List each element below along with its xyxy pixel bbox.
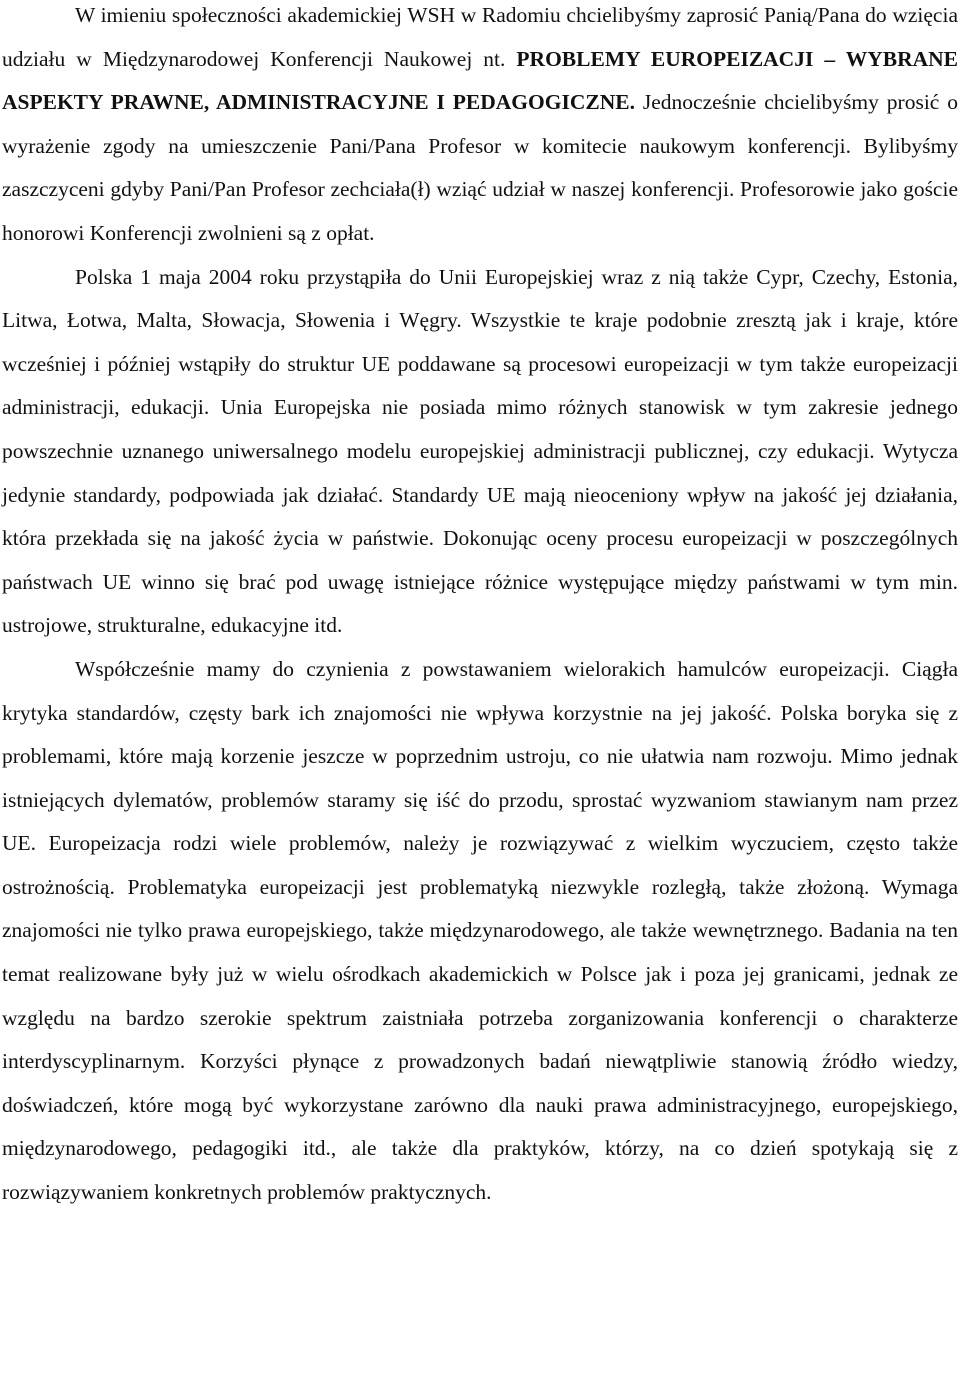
invitation-intro-text: W imieniu społeczności akademickiej WSH w Radomiu chcielibyśmy zaprosić Panią/Pana do wzięcia udziału w Międzynarodowej Konferencji Naukowej nt. [2, 3, 958, 71]
paragraph-poland-eu-accession: Polska 1 maja 2004 roku przystąpiła do Unii Europejskiej wraz z nią także Cypr, Czechy, Estonia, Litwa, Łotwa, Malta, Słowacja, Słowenia i Węgry. Wszystkie te kraje podobnie zresztą jak i kraje, które wcześniej i później wstąpiły do struktur UE poddawane są procesowi europeizacji w tym także europeizacji administracji, edukacji. Unia Europejska nie posiada mimo różnych stanowisk w tym zakresie jednego powszechnie uznanego uniwersalnego modelu europejskiej administracji publicznej, czy edukacji. Wytycza jedynie standardy, podpowiada jak działać. Standardy UE mają nieoceniony wpływ na jakość jej działania, która przekłada się na jakość życia w państwie. Dokonując oceny procesu europeizacji w poszczególnych państwach UE winno się brać pod uwagę istniejące różnice występujące między państwami w tym min. ustrojowe, strukturalne, edukacyjne itd. [2, 264, 958, 638]
paragraph-europeization-obstacles: Współcześnie mamy do czynienia z powstawaniem wielorakich hamulców europeizacji. Ciągła krytyka standardów, częsty bark ich znajomości nie wpływa korzystnie na jej jakość. Polska boryka się z problemami, które mają korzenie jeszcze w poprzednim ustroju, co nie ułatwia nam rozwoju. Mimo jednak istniejących dylematów, problemów staramy się iść do przodu, sprostać wyzwaniom stawianym nam przez UE. Europeizacja rodzi wiele problemów, należy je rozwiązywać z wielkim wyczuciem, często także ostrożnością. Problematyka europeizacji jest problematyką niezwykle rozległą, także złożoną. Wymaga znajomości nie tylko prawa europejskiego, także międzynarodowego, ale także wewnętrznego. Badania na ten temat realizowane były już w wielu ośrodkach akademickich w Polsce jak i poza jej granicami, jednak ze względu na bardzo szerokie spektrum zaistniała potrzeba zorganizowania konferencji o charakterze interdyscyplinarnym. Korzyści płynące z prowadzonych badań niewątpliwie stanowią źródło wiedzy, doświadczeń, które mogą być wykorzystane zarówno dla nauki prawa administracyjnego, europejskiego, międzynarodowego, pedagogiki itd., ale także dla praktyków, którzy, na co dzień spotykają się z rozwiązywaniem konkretnych problemów praktycznych. [2, 656, 958, 1205]
invitation-details-text: Jednocześnie chcielibyśmy prosić o wyrażenie zgody na umieszczenie Pani/Pana Profesor w komitecie naukowym konferencji. Bylibyśmy zaszczyceni gdyby Pani/Pan Profesor zechciała(ł) wziąć udział w naszej konferencji. Profesorowie jako goście honorowi Konferencji zwolnieni są z opłat. [2, 90, 959, 245]
conference-title: PROBLEMY EUROPEIZACJI – WYBRANE ASPEKTY PRAWNE, ADMINISTRACYJNE I PEDAGOGICZNE. [2, 46, 958, 115]
paragraph-invitation [2, 0, 958, 256]
